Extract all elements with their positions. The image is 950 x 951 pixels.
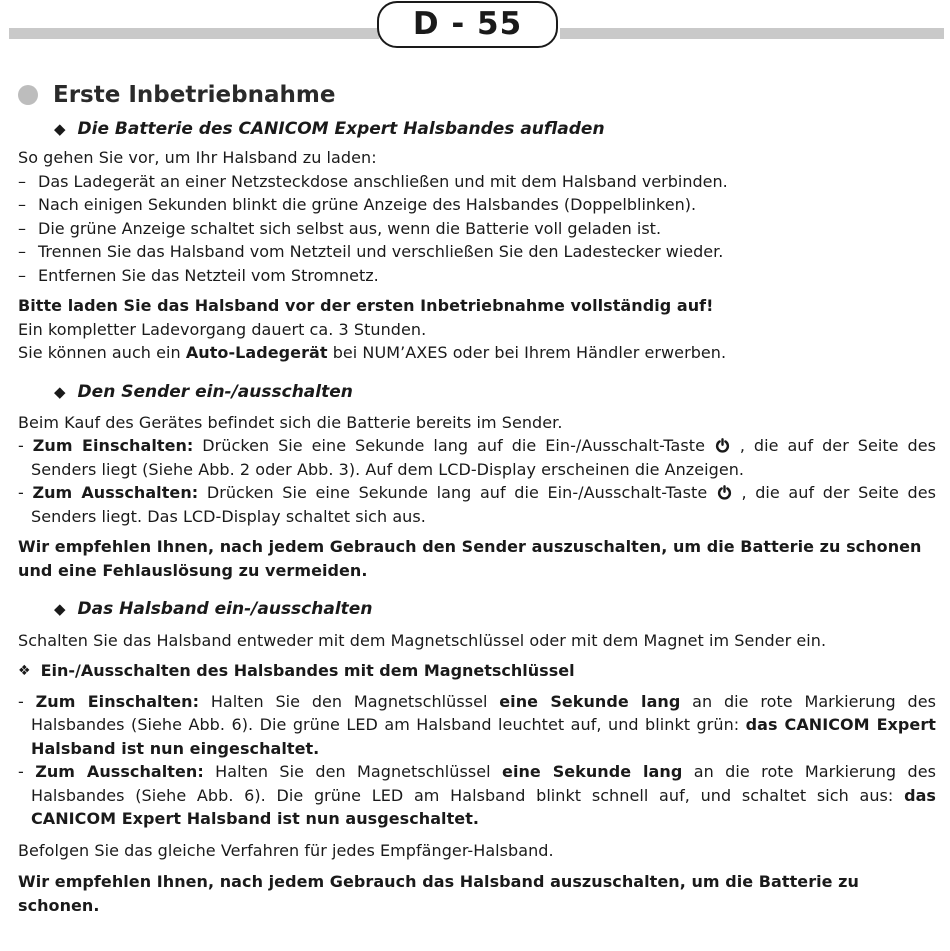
header-rule-left [9,28,379,39]
power-icon [715,438,730,453]
page-number-badge: D - 55 [377,1,558,48]
collar-heading-text: Das Halsband ein-/ausschalten [77,599,373,619]
collar-on-instruction: - Zum Einschalten: Halten Sie den Magnetschlüssel eine Sekunde lang an die rote Markierung des Halsbandes (Siehe Abb. 6). Die grüne LED am Halsband leuchtet auf, und blinkt grün: das CANICOM Expert Halsband ist nun eingeschaltet. [18,691,936,758]
collar-off-instruction: - Zum Ausschalten: Halten Sie den Magnetschlüssel eine Sekunde lang an die rote Markierung des Halsbandes (Siehe Abb. 6). Die grüne LED am Halsband blinkt schnell auf, und schaltet sich aus: das CANICOM Expert Halsband ist nun ausgeschaltet. [18,762,937,828]
sender-off-instruction: - Zum Ausschalten: Drücken Sie eine Sekunde lang auf die Ein-/Ausschalt-Taste , die auf der Seite des Senders liegt. Das LCD-Display schaltet sich aus. [18,483,936,526]
collar-heading [54,596,936,622]
sender-heading [54,379,936,405]
battery-duration: Ein kompletter Ladevorgang dauert ca. 3 Stunden. [18,319,427,339]
battery-heading-text: Die Batterie des CANICOM Expert Halsbandes aufladen [77,119,605,139]
list-item: – Trennen Sie das Halsband vom Netzteil und verschließen Sie den Ladestecker wieder. [18,242,724,261]
section-heading [18,78,936,112]
collar-recommendation: Wir empfehlen Ihnen, nach jedem Gebrauch das Halsband auszuschalten, um die Batterie zu schonen. [18,872,859,915]
battery-steps [18,170,936,288]
list-item: – Entfernen Sie das Netzteil vom Stromnetz. [18,265,379,285]
list-item: – Die grüne Anzeige schaltet sich selbst aus, wenn die Batterie voll geladen ist. [18,218,662,238]
battery-purchase: Sie können auch ein Auto-Ladegerät bei NUM’AXES oder bei Ihrem Händler erwerben. [18,343,727,362]
diamond-icon: ◆ [54,382,66,401]
page-header [0,0,950,56]
circle-bullet-icon [18,85,38,105]
sender-heading-text: Den Sender ein-/ausschalten [77,381,353,402]
power-icon [717,485,732,500]
header-rule-right [560,28,944,39]
four-diamond-icon: ❖ [18,662,31,679]
sender-recommendation: Wir empfehlen Ihnen, nach jedem Gebrauch den Sender auszuschalten, um die Batterie zu schonen und eine Fehlauslösung zu vermeiden. [18,537,922,580]
list-item: – Das Ladegerät an einer Netzsteckdose anschließen und mit dem Halsband verbinden. [18,171,728,191]
collar-subheading [18,659,936,683]
page-content [18,78,936,917]
collar-repeat-note: Befolgen Sie das gleiche Verfahren für jedes Empfänger-Halsband. [18,840,554,860]
sender-on-instruction: - Zum Einschalten: Drücken Sie eine Sekunde lang auf die Ein-/Ausschalt-Taste , die auf der Seite des Senders liegt (Siehe Abb. 2 oder Abb. 3). Auf dem LCD-Display erscheinen die Anzeigen. [18,436,936,479]
battery-heading [54,116,936,142]
collar-intro: Schalten Sie das Halsband entweder mit dem Magnetschlüssel oder mit dem Magnet im Sender ein. [18,631,827,650]
collar-subheading-text: Ein-/Ausschalten des Halsbandes mit dem Magnetschlüssel [40,660,575,680]
battery-warning: Bitte laden Sie das Halsband vor der ersten Inbetriebnahme vollständig auf! [18,296,714,315]
sender-intro: Beim Kauf des Gerätes befindet sich die Batterie bereits im Sender. [18,412,563,432]
diamond-icon: ◆ [54,120,66,138]
list-item: – Nach einigen Sekunden blinkt die grüne Anzeige des Halsbandes (Doppelblinken). [18,195,697,214]
battery-intro: So gehen Sie vor, um Ihr Halsband zu laden: [18,148,377,167]
diamond-icon: ◆ [54,600,66,618]
section-title: Erste Inbetriebnahme [53,82,336,108]
